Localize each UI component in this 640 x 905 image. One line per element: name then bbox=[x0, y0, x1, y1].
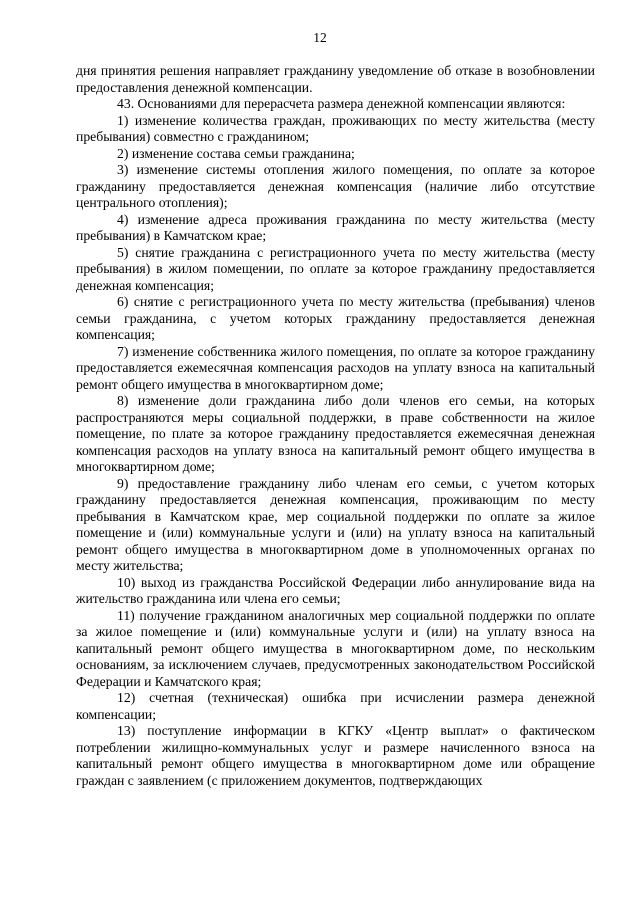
list-item-4: 4) изменение адреса проживания гражданина по месту жительства (месту пребывания) в Камчатском крае; bbox=[76, 211, 595, 243]
paragraph-continuation: дня принятия решения направляет гражданину уведомление об отказе в возобновлении предоставления денежной компенсации. bbox=[76, 63, 595, 95]
paragraph-43-intro: 43. Основаниями для перерасчета размера денежной компенсации являются: bbox=[117, 96, 566, 111]
list-item-11: 11) получение гражданином аналогичных мер социальной поддержки по оплате за жилое помещение и (или) коммунальные услуги и (или) на уплату взноса на капитальный ремонт общего имущества в многоквартирном доме, по нескольким основаниям, за исключением случаев, предусмотренных законодательством Российской Федерации и Камчатского края; bbox=[76, 607, 595, 689]
page-number: 12 bbox=[313, 30, 327, 45]
list-item-7: 7) изменение собственника жилого помещения, по оплате за которое гражданину предоставляется ежемесячная компенсация расходов на уплату взноса на капитальный ремонт общего имущества в многоквартирном доме; bbox=[76, 343, 595, 392]
list-item-1: 1) изменение количества граждан, проживающих по месту жительства (месту пребывания) совместно с гражданином; bbox=[76, 112, 595, 144]
list-item-8: 8) изменение доли гражданина либо доли членов его семьи, на которых распространяются меры социальной поддержки, в праве собственности на жилое помещение, по плате за которое гражданину предоставляется ежемесячная денежная компенсация расходов на уплату взноса на капитальный ремонт общего имущества в многоквартирном доме; bbox=[76, 393, 595, 474]
list-item-3: 3) изменение системы отопления жилого помещения, по оплате за которое гражданину предоставляется денежная компенсация (наличие либо отсутствие центрального отопления); bbox=[76, 162, 595, 210]
list-item-5: 5) снятие гражданина с регистрационного учета по месту жительства (месту пребывания) в жилом помещении, по оплате за которое гражданину предоставляется денежная компенсация; bbox=[76, 244, 595, 293]
list-item-6: 6) снятие с регистрационного учета по месту жительства (пребывания) членов семьи гражданина, с учетом которых гражданину предоставляется денежная компенсация; bbox=[76, 294, 595, 342]
list-item-2: 2) изменение состава семьи гражданина; bbox=[117, 145, 355, 161]
document-body bbox=[76, 63, 595, 789]
list-item-12: 12) счетная (техническая) ошибка при исчислении размера денежной компенсации; bbox=[76, 690, 595, 722]
list-item-13: 13) поступление информации в КГКУ «Центр выплат» о фактическом потреблении жилищно-коммунальных услуг и размере начисленного взноса на капитальный ремонт общего имущества в многоквартирном доме или обращение граждан с заявлением (с приложением документов, подтверждающих bbox=[76, 723, 595, 788]
list-item-9: 9) предоставление гражданину либо членам его семьи, с учетом которых гражданину предоставляется денежная компенсация, проживающим по месту пребывания в Камчатском крае, мер социальной поддержки по оплате за жилое помещение и (или) коммунальные услуги и (или) на уплату взноса на капитальный ремонт общего имущества в многоквартирном доме в уполномоченных органах по месту жительства; bbox=[76, 475, 595, 573]
list-item-10: 10) выход из гражданства Российской Федерации либо аннулирование вида на жительство гражданина или члена его семьи; bbox=[76, 574, 595, 606]
